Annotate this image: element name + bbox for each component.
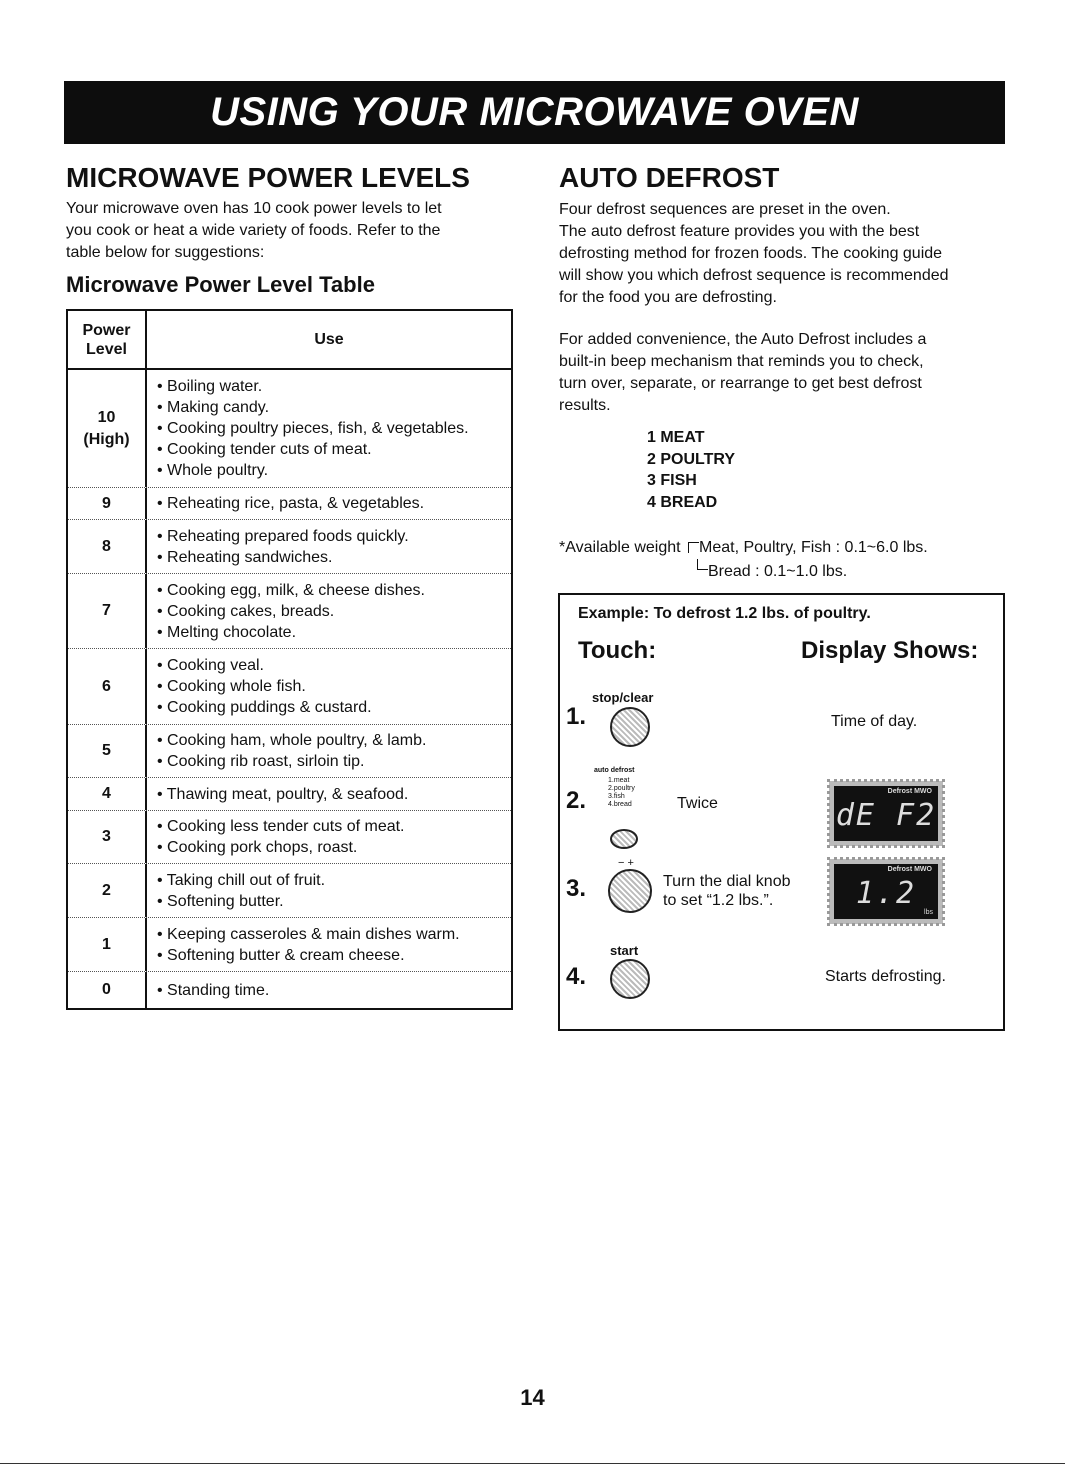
step-number: 2. — [566, 787, 587, 814]
step-instruction: Twice — [677, 795, 718, 812]
menu-item: 3.fish — [608, 793, 625, 800]
page-banner — [64, 81, 1005, 144]
lcd-unit: lbs — [924, 909, 933, 916]
header-level-line: Level — [86, 340, 127, 358]
defrost-example-box — [558, 593, 1005, 1031]
use-item: • Cooking poultry pieces, fish, & vegetables. — [157, 418, 511, 439]
use-item: • Cooking rib roast, sirloin tip. — [157, 751, 511, 772]
level-cell — [68, 370, 147, 487]
use-item: • Melting chocolate. — [157, 622, 511, 643]
auto-defrost-button[interactable] — [610, 829, 638, 849]
available-meat: Meat, Poultry, Fish : 0.1~6.0 lbs. — [699, 539, 928, 556]
use-item: • Cooking whole fish. — [157, 676, 511, 697]
start-label: start — [610, 943, 639, 958]
table-row — [68, 972, 511, 1008]
para-line: results. — [559, 397, 611, 414]
intro-line: you cook or heat a wide variety of foods. Refer to the — [66, 222, 441, 239]
step-display-text: Starts defrosting. — [825, 968, 946, 985]
available-weight-note — [559, 537, 928, 583]
touch-column-label: Touch: — [578, 637, 657, 664]
lcd-indicator: Defrost MWO — [887, 788, 932, 795]
lcd-readout: dE F2 — [835, 798, 937, 833]
step-number: 1. — [566, 703, 587, 730]
table-row — [68, 649, 511, 725]
sequence-item: 1 MEAT — [647, 429, 705, 446]
para-line: will show you which defrost sequence is recommended — [559, 267, 949, 284]
intro-line: Your microwave oven has 10 cook power levels to let — [66, 200, 442, 217]
table-row — [68, 725, 511, 778]
para-line: Four defrost sequences are preset in the oven. — [559, 201, 891, 218]
use-item: • Reheating prepared foods quickly. — [157, 526, 511, 547]
header-power-level — [68, 311, 147, 368]
instruction-line: Turn the dial knob — [663, 873, 791, 890]
level-cell: 4 — [68, 778, 147, 810]
use-cell — [147, 778, 511, 810]
use-item: • Cooking tender cuts of meat. — [157, 439, 511, 460]
dial-marks: − + — [618, 857, 634, 869]
auto-defrost-convenience — [559, 329, 926, 417]
level-cell: 6 — [68, 649, 147, 724]
step-instruction — [663, 872, 790, 910]
menu-item: 2.poultry — [608, 785, 635, 792]
auto-defrost-label: auto defrost — [594, 767, 635, 774]
para-line: for the food you are defrosting. — [559, 289, 777, 306]
use-item: • Reheating rice, pasta, & vegetables. — [157, 493, 511, 514]
level-cell: 0 — [68, 972, 147, 1008]
header-level-line: Power — [82, 321, 131, 339]
level-cell: 7 — [68, 574, 147, 648]
power-table-heading: Microwave Power Level Table — [66, 272, 375, 297]
table-row — [68, 520, 511, 574]
use-item: • Cooking egg, milk, & cheese dishes. — [157, 580, 511, 601]
use-item: • Keeping casseroles & main dishes warm. — [157, 924, 511, 945]
level-cell: 2 — [68, 864, 147, 917]
lcd-indicator: Defrost MWO — [887, 866, 932, 873]
use-cell — [147, 520, 511, 573]
table-row — [68, 488, 511, 520]
table-row — [68, 918, 511, 972]
auto-defrost-intro — [559, 199, 949, 309]
menu-item: 4.bread — [608, 801, 632, 808]
use-cell — [147, 574, 511, 648]
power-level-table — [66, 309, 513, 1010]
sequence-item: 2 POULTRY — [647, 450, 736, 468]
step-number: 3. — [566, 875, 587, 902]
use-item: • Cooking pork chops, roast. — [157, 837, 511, 858]
use-item: • Softening butter. — [157, 891, 511, 912]
stop-clear-button[interactable] — [610, 707, 650, 747]
sequence-item: 3 FISH — [647, 472, 697, 489]
bracket-top — [688, 542, 699, 553]
table-row — [68, 811, 511, 864]
para-line: The auto defrost feature provides you with the best — [559, 223, 920, 240]
lcd-display — [829, 781, 943, 846]
bracket-bottom — [697, 559, 708, 570]
defrost-menu — [608, 777, 635, 809]
use-item: • Cooking puddings & custard. — [157, 697, 511, 718]
banner-title: USING YOUR MICROWAVE OVEN — [210, 90, 859, 134]
level-cell: 1 — [68, 918, 147, 971]
use-cell — [147, 918, 511, 971]
para-line: turn over, separate, or rearrange to get best defrost — [559, 375, 922, 392]
level-value: 10 — [97, 408, 116, 426]
use-item: • Making candy. — [157, 397, 511, 418]
step-display-text: Time of day. — [831, 713, 918, 730]
footer-rule — [0, 1463, 1065, 1464]
power-levels-intro — [66, 198, 442, 264]
level-value: (High) — [83, 430, 130, 448]
table-header — [68, 311, 511, 370]
use-cell — [147, 370, 511, 487]
use-item: • Cooking veal. — [157, 655, 511, 676]
table-row — [68, 370, 511, 488]
use-item: • Reheating sandwiches. — [157, 547, 511, 568]
auto-defrost-heading: AUTO DEFROST — [559, 162, 780, 193]
header-use: Use — [314, 330, 344, 348]
use-item: • Boiling water. — [157, 376, 511, 397]
use-item: • Cooking less tender cuts of meat. — [157, 816, 511, 837]
para-line: For added convenience, the Auto Defrost includes a — [559, 331, 927, 348]
step-number: 4. — [566, 963, 587, 990]
use-item: • Thawing meat, poultry, & seafood. — [157, 784, 511, 805]
use-cell — [147, 725, 511, 777]
use-cell — [147, 811, 511, 863]
page-number: 14 — [520, 1385, 545, 1410]
use-cell — [147, 972, 511, 1008]
lcd-display — [829, 859, 943, 924]
dial-knob[interactable] — [608, 869, 652, 913]
sequence-item: 4 BREAD — [647, 493, 718, 511]
table-row — [68, 778, 511, 811]
example-title: Example: To defrost 1.2 lbs. of poultry. — [578, 605, 871, 622]
level-cell: 8 — [68, 520, 147, 573]
use-cell — [147, 488, 511, 519]
para-line: defrosting method for frozen foods. The cooking guide — [559, 245, 943, 262]
use-item: • Cooking cakes, breads. — [157, 601, 511, 622]
display-column-label: Display Shows: — [801, 637, 979, 664]
level-cell: 5 — [68, 725, 147, 777]
start-button[interactable] — [610, 959, 650, 999]
instruction-line: to set “1.2 lbs.”. — [663, 892, 774, 909]
defrost-sequence-list — [647, 427, 735, 513]
lcd-readout: 1.2 — [855, 876, 917, 911]
use-item: • Cooking ham, whole poultry, & lamb. — [157, 730, 511, 751]
level-cell: 9 — [68, 488, 147, 519]
table-row — [68, 864, 511, 918]
available-weight-label: *Available weight — [559, 539, 681, 556]
level-cell: 3 — [68, 811, 147, 863]
use-item: • Taking chill out of fruit. — [157, 870, 511, 891]
use-cell — [147, 864, 511, 917]
use-item: • Softening butter & cream cheese. — [157, 945, 511, 966]
stop-clear-label: stop/clear — [592, 690, 654, 705]
available-bread: Bread : 0.1~1.0 lbs. — [708, 563, 848, 580]
power-levels-heading: MICROWAVE POWER LEVELS — [66, 162, 470, 193]
use-item: • Standing time. — [157, 980, 511, 1001]
intro-line: table below for suggestions: — [66, 244, 265, 261]
use-cell — [147, 649, 511, 724]
menu-item: 1.meat — [608, 777, 630, 784]
use-item: • Whole poultry. — [157, 460, 511, 481]
para-line: built-in beep mechanism that reminds you to check, — [559, 353, 924, 370]
table-row — [68, 574, 511, 649]
